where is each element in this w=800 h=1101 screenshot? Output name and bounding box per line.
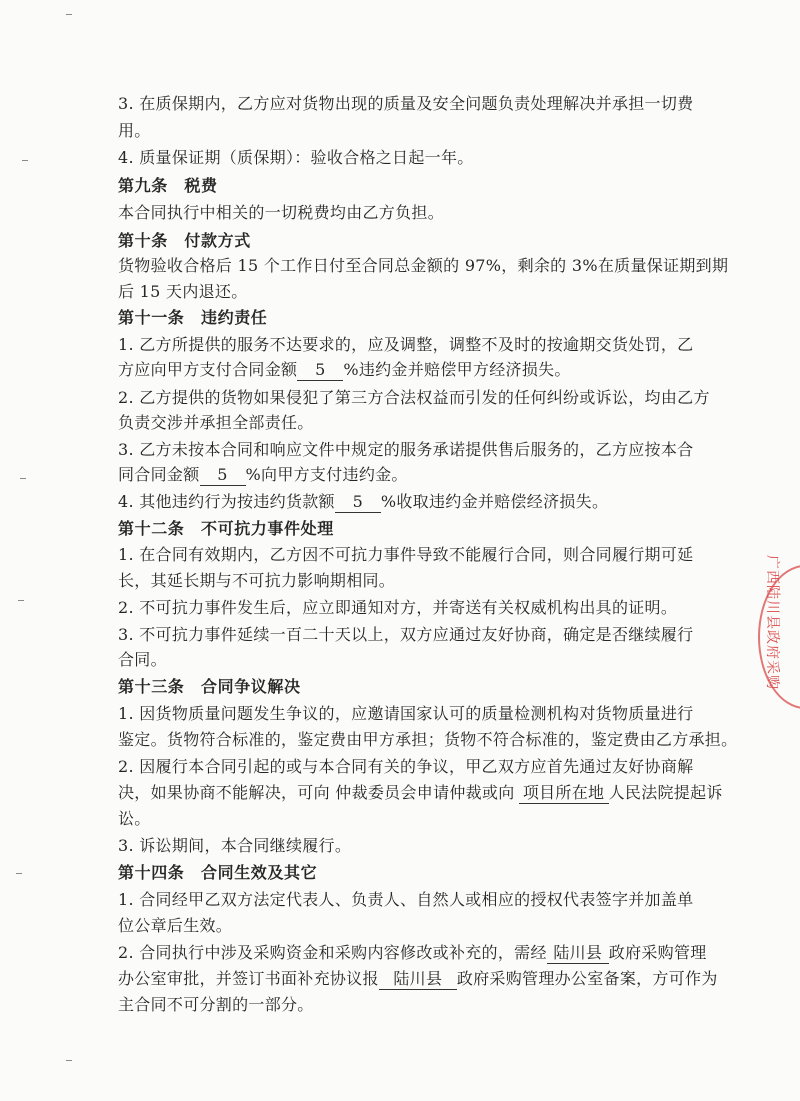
clause-11-2-line1: 2. 乙方提供的货物如果侵犯了第三方合法权益而引发的任何纠纷或诉讼，均由乙方 <box>118 388 710 407</box>
clause-14-1-line2: 位公章后生效。 <box>118 916 233 935</box>
underlined-value: 5 <box>200 465 246 486</box>
text-segment: %违约金并赔偿甲方经济损失。 <box>343 360 571 379</box>
clause-11-3-line2 <box>118 463 408 487</box>
clause-12-3-line2: 合同。 <box>118 650 167 669</box>
clause-12-2: 2. 不可抗力事件发生后，应立即通知对方，并寄送有关权威机构出具的证明。 <box>118 598 678 617</box>
heading-article-13: 第十三条 合同争议解决 <box>118 677 301 696</box>
heading-article-9: 第九条 税费 <box>118 176 218 195</box>
margin-mark <box>20 478 26 479</box>
text-segment: 4. 其他违约行为按违约货款额 <box>118 492 335 511</box>
margin-mark <box>66 14 72 15</box>
clause-8-4: 4. 质量保证期（质保期）：验收合格之日起一年。 <box>118 148 474 167</box>
underlined-value: 5 <box>335 492 381 513</box>
clause-12-1-line1: 1. 在合同有效期内，乙方因不可抗力事件导致不能履行合同，则合同履行期可延 <box>118 545 694 564</box>
clause-11-2-line2: 负责交涉并承担全部责任。 <box>118 413 314 432</box>
margin-mark <box>16 873 22 874</box>
clause-12-3-line1: 3. 不可抗力事件延续一百二十天以上，双方应通过友好协商，确定是否继续履行 <box>118 625 694 644</box>
underlined-value: 陆川县 <box>379 969 457 990</box>
underlined-value: 陆川县 <box>547 943 609 964</box>
seal-text: 广西陆川县政府采购 <box>764 555 780 690</box>
text-segment: 人民法院提起诉 <box>608 783 723 802</box>
heading-article-10: 第十条 付款方式 <box>118 231 251 250</box>
clause-14-2-line1 <box>118 941 707 965</box>
clause-13-1-line2: 鉴定。货物符合标准的，鉴定费由甲方承担；货物不符合标准的，鉴定费由乙方承担。 <box>118 730 738 749</box>
clause-11-3-line1: 3. 乙方未按本合同和响应文件中规定的服务承诺提供售后服务的，乙方应按本合 <box>118 440 694 459</box>
clause-11-1-line2 <box>118 358 571 382</box>
clause-14-2-line2 <box>118 967 718 991</box>
underlined-value: 项目所在地 <box>519 783 609 804</box>
text-segment: 方应向甲方支付合同金额 <box>118 360 298 379</box>
clause-10-line2: 后 15 天内退还。 <box>118 282 248 301</box>
clause-13-2-line3: 讼。 <box>118 809 151 828</box>
clause-8-3-line2: 用。 <box>118 121 151 140</box>
margin-mark <box>22 160 28 161</box>
clause-8-3-line1: 3. 在质保期内，乙方应对货物出现的质量及安全问题负责处理解决并承担一切费 <box>118 94 694 113</box>
clause-13-3: 3. 诉讼期间，本合同继续履行。 <box>118 836 352 855</box>
clause-13-2-line2 <box>118 781 723 805</box>
text-segment: %向甲方支付违约金。 <box>245 465 408 484</box>
clause-10-line1: 货物验收合格后 15 个工作日付至合同总金额的 97%，剩余的 3%在质量保证期到期 <box>118 256 729 275</box>
clause-13-1-line1: 1. 因货物质量问题发生争议的，应邀请国家认可的质量检测机构对货物质量进行 <box>118 704 694 723</box>
heading-article-12: 第十二条 不可抗力事件处理 <box>118 519 334 538</box>
text-segment: 办公室审批，并签订书面补充协议报 <box>118 969 379 988</box>
clause-14-2-line3: 主合同不可分割的一部分。 <box>118 995 314 1014</box>
heading-article-14: 第十四条 合同生效及其它 <box>118 863 318 882</box>
underlined-value: 5 <box>297 360 343 381</box>
clause-9: 本合同执行中相关的一切税费均由乙方负担。 <box>118 203 445 222</box>
text-segment: 2. 合同执行中涉及采购资金和采购内容修改或补充的，需经 <box>118 943 547 962</box>
text-segment: %收取违约金并赔偿经济损失。 <box>380 492 609 511</box>
clause-13-2-line1: 2. 因履行本合同引起的或与本合同有关的争议，甲乙双方应首先通过友好协商解 <box>118 757 694 776</box>
heading-article-11: 第十一条 违约责任 <box>118 308 268 327</box>
clause-12-1-line2: 长，其延长期与不可抗力影响期相同。 <box>118 571 396 590</box>
official-seal-stamp <box>752 555 800 715</box>
text-segment: 同合同金额 <box>118 465 200 484</box>
text-segment: 政府采购管理办公室备案，方可作为 <box>456 969 718 988</box>
margin-mark <box>18 600 24 601</box>
clause-11-1-line1: 1. 乙方所提供的服务不达要求的，应及调整，调整不及时的按逾期交货处罚，乙 <box>118 335 694 354</box>
margin-mark <box>66 1060 72 1061</box>
clause-11-4 <box>118 490 608 514</box>
clause-14-1-line1: 1. 合同经甲乙双方法定代表人、负责人、自然人或相应的授权代表签字并加盖单 <box>118 890 694 909</box>
text-segment: 政府采购管理 <box>608 943 707 962</box>
text-segment: 决，如果协商不能解决，可向 仲裁委员会申请仲裁或向 <box>118 783 515 802</box>
